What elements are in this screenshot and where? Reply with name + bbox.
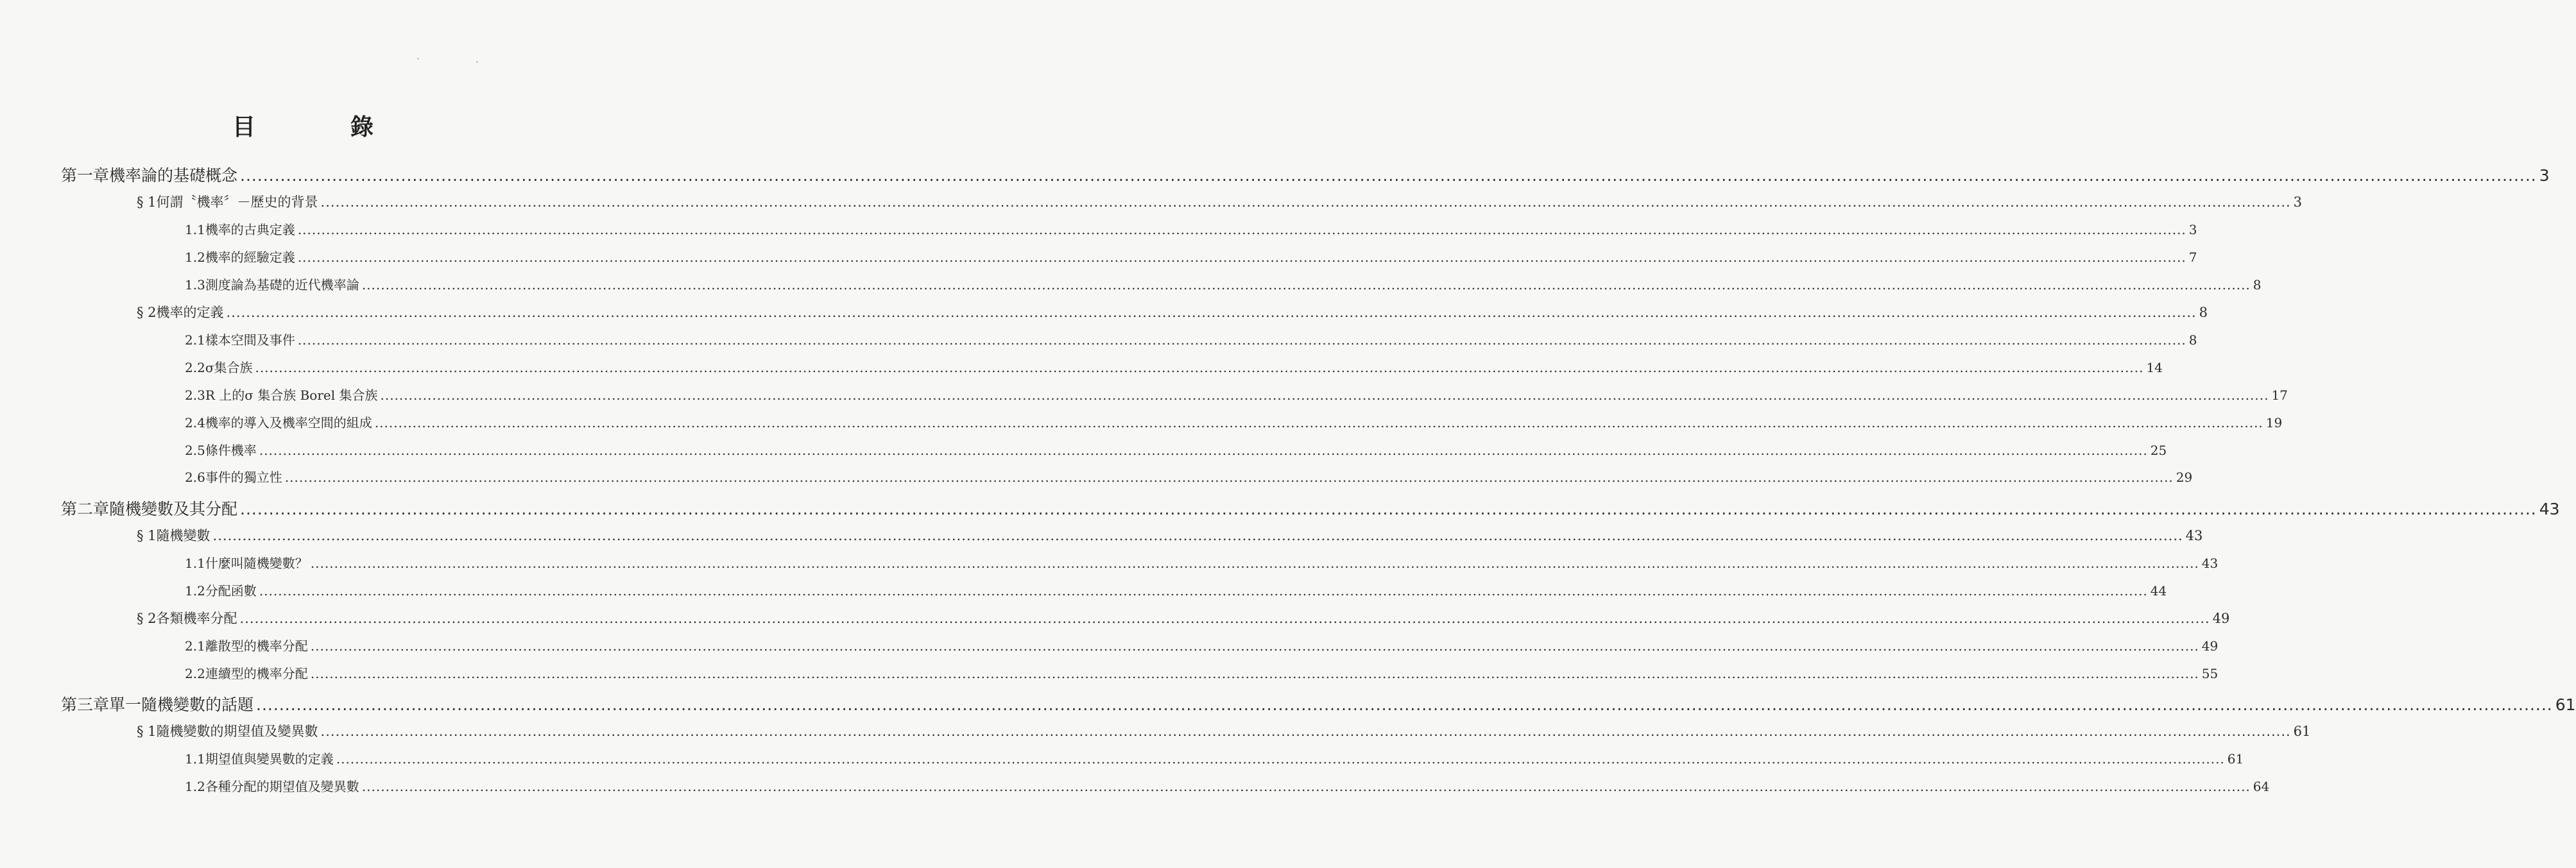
page-smudge <box>417 58 419 60</box>
entry-number: § 1 <box>137 194 157 210</box>
entry-page-number: 17 <box>2271 387 2288 403</box>
entry-page-number: 61 <box>2555 695 2576 714</box>
entry-page-number: 43 <box>2201 556 2219 571</box>
dot-leader: ................................................................................................................................................................................................................................................................................................................................................................................................................ <box>310 638 2199 654</box>
entry-label: 連續型的機率分配 <box>205 666 308 681</box>
dot-leader: ................................................................................................................................................................................................................................................................................................................................................................................................................ <box>297 222 2186 237</box>
entry-label: 條件機率 <box>205 443 257 458</box>
dot-leader: ................................................................................................................................................................................................................................................................................................................................................................................................................ <box>310 556 2199 571</box>
entry-label: 單一隨機變數的話題 <box>109 695 254 714</box>
entry-number: 2.1 <box>185 638 205 654</box>
dot-leader: ................................................................................................................................................................................................................................................................................................................................................................................................................ <box>380 387 2269 403</box>
dot-leader: ................................................................................................................................................................................................................................................................................................................................................................................................................ <box>374 415 2263 430</box>
entry-page-number: 19 <box>2265 415 2283 430</box>
dot-leader: ................................................................................................................................................................................................................................................................................................................................................................................................................ <box>284 470 2174 485</box>
entry-number: § 1 <box>137 528 157 543</box>
subsection-entry <box>185 219 2197 238</box>
entry-number: 2.1 <box>185 332 205 348</box>
entry-label: σ集合族 <box>205 360 253 375</box>
entry-label: 測度論為基礎的近代機率論 <box>205 277 359 293</box>
entry-label: 隨機變數 <box>156 528 210 543</box>
dot-leader: ................................................................................................................................................................................................................................................................................................................................................................................................................ <box>320 724 2291 739</box>
entry-label: 何謂〝機率〞－歷史的背景 <box>156 194 318 210</box>
entry-label: 各類機率分配 <box>156 611 237 626</box>
page-smudge <box>476 61 478 63</box>
dot-leader: ................................................................................................................................................................................................................................................................................................................................................................................................................ <box>239 611 2210 626</box>
entry-label: 樣本空間及事件 <box>205 332 295 348</box>
entry-number: 第二章 <box>61 500 110 518</box>
section-entry <box>137 525 2203 545</box>
entry-page-number: 44 <box>2150 583 2167 599</box>
entry-page-number: 29 <box>2176 470 2193 485</box>
entry-number: 2.2 <box>185 360 205 375</box>
subsection-entry <box>185 357 2163 376</box>
entry-label: 什麼叫隨機變數？ <box>205 556 308 571</box>
dot-leader: ................................................................................................................................................................................................................................................................................................................................................................................................................ <box>240 500 2537 518</box>
entry-number: 1.3 <box>185 277 205 293</box>
entry-label: 隨機變數及其分配 <box>109 500 238 518</box>
subsection-entry <box>185 636 2219 654</box>
entry-page-number: 3 <box>2539 166 2550 185</box>
entry-page-number: 43 <box>2185 528 2203 543</box>
dot-leader: ................................................................................................................................................................................................................................................................................................................................................................................................................ <box>361 779 2251 794</box>
entry-number: 第一章 <box>61 166 110 185</box>
entry-label: 期望值與變異數的定義 <box>205 751 334 767</box>
entry-number: 1.2 <box>185 250 205 265</box>
page-title: 目 錄 <box>232 114 409 140</box>
entry-label: 離散型的機率分配 <box>205 638 308 654</box>
entry-number: 1.2 <box>185 583 205 599</box>
dot-leader: ................................................................................................................................................................................................................................................................................................................................................................................................................ <box>259 443 2148 458</box>
entry-page-number: 3 <box>2293 194 2303 210</box>
entry-page-number: 7 <box>2188 250 2197 265</box>
entry-page-number: 61 <box>2293 724 2311 739</box>
dot-leader: ................................................................................................................................................................................................................................................................................................................................................................................................................ <box>212 528 2183 543</box>
subsection-entry <box>185 749 2244 767</box>
entry-page-number: 8 <box>2188 332 2197 348</box>
entry-label: 機率論的基礎概念 <box>109 166 238 185</box>
chapter-entry <box>61 692 2576 715</box>
entry-label: 事件的獨立性 <box>205 470 282 485</box>
entry-number: 2.2 <box>185 666 205 681</box>
entry-label: 分配函數 <box>205 583 257 599</box>
chapter-entry <box>61 163 2550 186</box>
entry-number: 2.6 <box>185 470 205 485</box>
subsection-entry <box>185 467 2193 486</box>
entry-page-number: 3 <box>2188 222 2197 237</box>
subsection-entry <box>185 581 2167 599</box>
dot-leader: ................................................................................................................................................................................................................................................................................................................................................................................................................ <box>255 360 2144 375</box>
subsection-entry <box>185 553 2219 572</box>
section-entry <box>137 302 2208 321</box>
entry-page-number: 43 <box>2539 500 2560 518</box>
entry-number: 2.4 <box>185 415 205 430</box>
entry-number: 第三章 <box>61 695 110 714</box>
dot-leader: ................................................................................................................................................................................................................................................................................................................................................................................................................ <box>259 583 2148 599</box>
entry-label: 機率的經驗定義 <box>205 250 295 265</box>
section-entry <box>137 721 2311 740</box>
entry-label: R 上的σ 集合族 Borel 集合族 <box>205 387 378 403</box>
entry-page-number: 49 <box>2212 611 2230 626</box>
entry-number: 2.5 <box>185 443 205 458</box>
entry-page-number: 25 <box>2150 443 2167 458</box>
entry-number: § 2 <box>137 305 157 320</box>
subsection-entry <box>185 413 2283 431</box>
entry-page-number: 64 <box>2253 779 2270 794</box>
dot-leader: ................................................................................................................................................................................................................................................................................................................................................................................................................ <box>297 332 2186 348</box>
subsection-entry <box>185 330 2197 348</box>
entry-page-number: 8 <box>2199 305 2208 320</box>
subsection-entry <box>185 440 2167 459</box>
entry-page-number: 14 <box>2146 360 2163 375</box>
entry-page-number: 8 <box>2253 277 2262 293</box>
entry-number: 1.1 <box>185 222 205 237</box>
dot-leader: ................................................................................................................................................................................................................................................................................................................................................................................................................ <box>240 166 2537 185</box>
dot-leader: ................................................................................................................................................................................................................................................................................................................................................................................................................ <box>226 305 2197 320</box>
entry-label: 隨機變數的期望值及變異數 <box>156 724 318 739</box>
subsection-entry <box>185 275 2262 293</box>
subsection-entry <box>185 663 2219 682</box>
dot-leader: ................................................................................................................................................................................................................................................................................................................................................................................................................ <box>310 666 2199 681</box>
subsection-entry <box>185 247 2197 266</box>
subsection-entry <box>185 776 2270 795</box>
entry-number: 1.1 <box>185 751 205 767</box>
entry-number: § 1 <box>137 724 157 739</box>
dot-leader: ................................................................................................................................................................................................................................................................................................................................................................................................................ <box>256 695 2553 714</box>
entry-label: 機率的古典定義 <box>205 222 295 237</box>
entry-label: 機率的定義 <box>156 305 224 320</box>
dot-leader: ................................................................................................................................................................................................................................................................................................................................................................................................................ <box>361 277 2251 293</box>
entry-label: 各種分配的期望值及變異數 <box>205 779 359 794</box>
entry-number: § 2 <box>137 611 157 626</box>
section-entry <box>137 192 2303 211</box>
entry-number: 2.3 <box>185 387 205 403</box>
entry-page-number: 61 <box>2227 751 2244 767</box>
dot-leader: ................................................................................................................................................................................................................................................................................................................................................................................................................ <box>297 250 2186 265</box>
entry-page-number: 55 <box>2201 666 2219 681</box>
subsection-entry <box>185 385 2288 404</box>
entry-number: 1.2 <box>185 779 205 794</box>
entry-page-number: 49 <box>2201 638 2219 654</box>
dot-leader: ................................................................................................................................................................................................................................................................................................................................................................................................................ <box>320 194 2291 210</box>
entry-number: 1.1 <box>185 556 205 571</box>
dot-leader: ................................................................................................................................................................................................................................................................................................................................................................................................................ <box>336 751 2225 767</box>
chapter-entry <box>61 497 2560 520</box>
section-entry <box>137 608 2230 627</box>
entry-label: 機率的導入及機率空間的組成 <box>205 415 372 430</box>
